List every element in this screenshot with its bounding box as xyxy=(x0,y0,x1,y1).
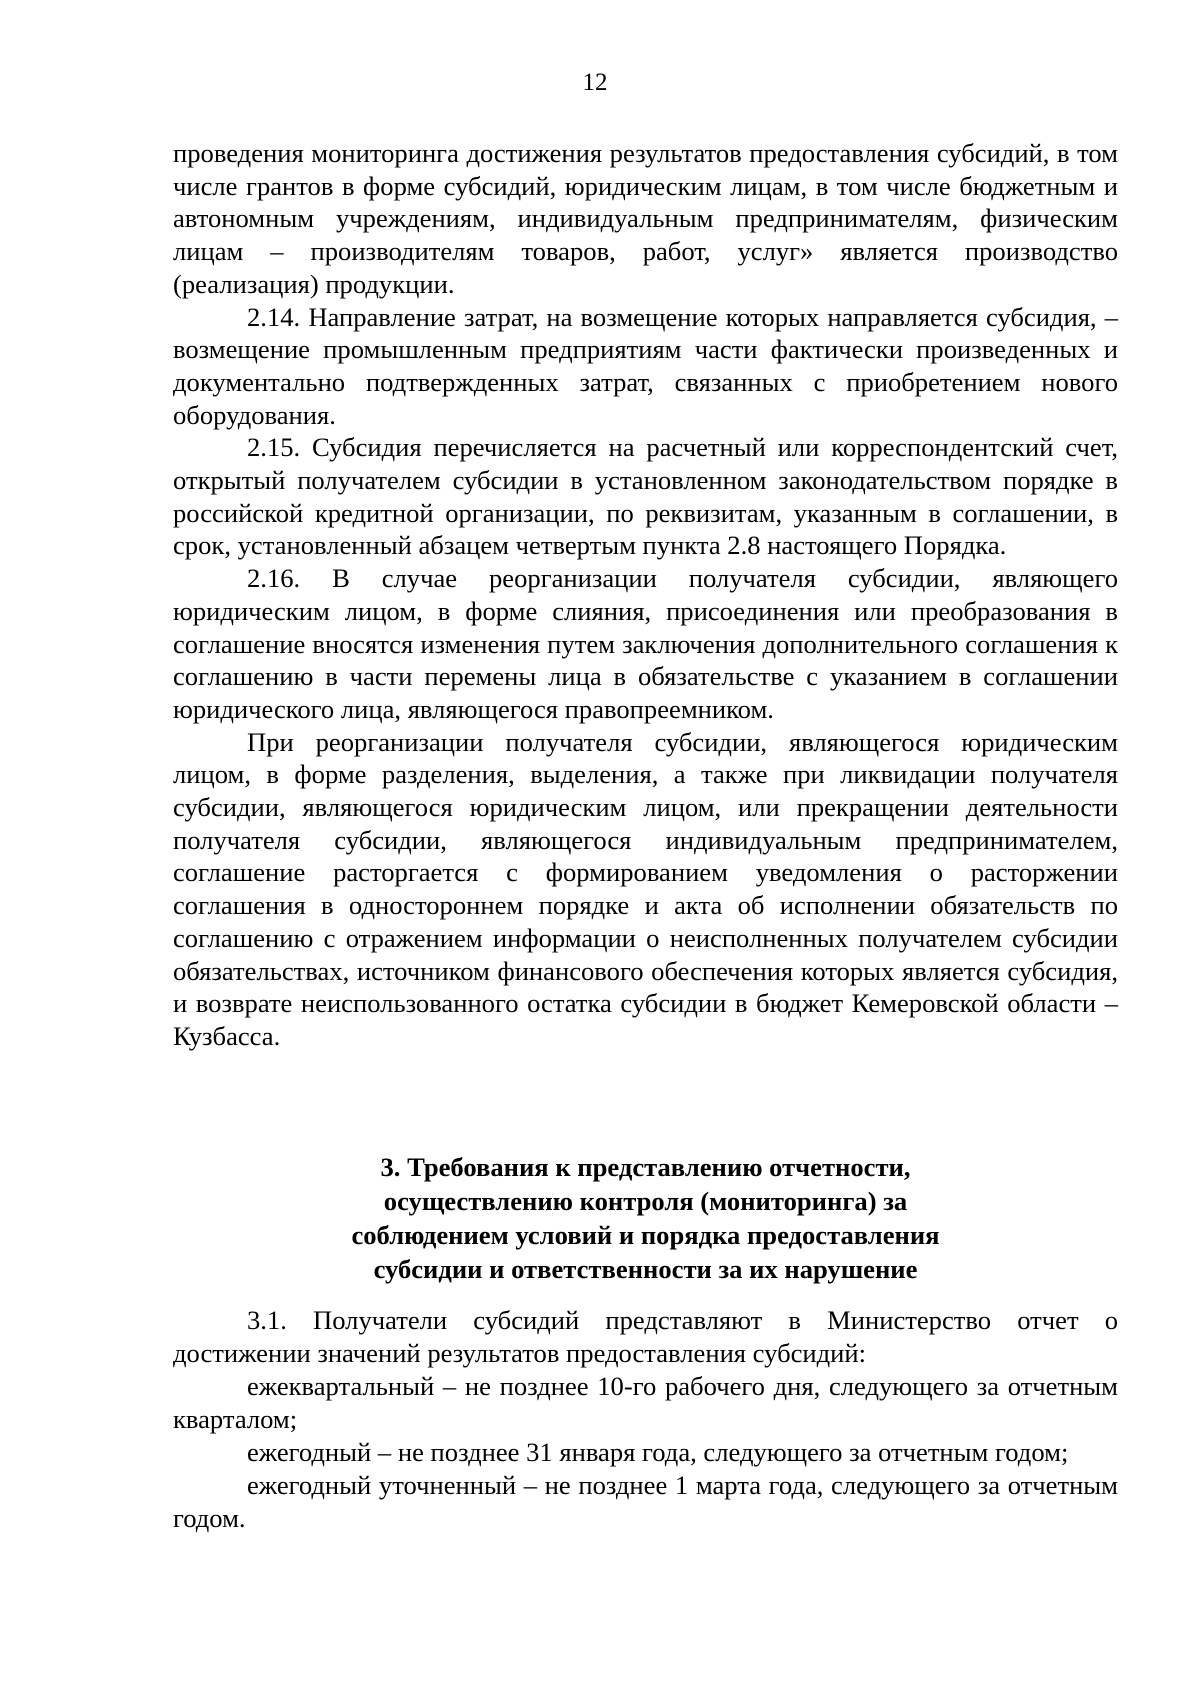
paragraph-2-14: 2.14. Направление затрат, на возмещение которых направляется субсидия, – возмещение промышленным предприятиям части фактически произведенных и документально подтвержденных затрат, связанных с приобретением нового оборудования. xyxy=(173,301,1118,430)
section-heading-line: осуществлению контроля (мониторинга) за xyxy=(383,1186,908,1216)
paragraph-3-1: 3.1. Получатели субсидий представляют в Министерство отчет о достижении значений результатов предоставления субсидий: xyxy=(173,1305,1118,1368)
report-quarterly: ежеквартальный – не позднее 10-го рабочего дня, следующего за отчетным кварталом; xyxy=(173,1371,1118,1434)
page-number: 12 xyxy=(582,69,608,96)
paragraph-2-15: 2.15. Субсидия перечисляется на расчетный или корреспондентский счет, открытый получателем субсидии в установленном законодательством порядке в российской кредитной организации, по реквизитам, указанным в соглашении, в срок, установленный абзацем четвертым пункта 2.8 настоящего Порядка. xyxy=(173,432,1118,561)
reports-section xyxy=(173,1304,1118,1535)
paragraph-2-16: 2.16. В случае реорганизации получателя субсидии, являющего юридическим лицом, в форме слияния, присоединения или преобразования в соглашение вносятся изменения путем заключения дополнительного соглашения к соглашению в части перемены лица в обязательстве с указанием в соглашении юридического лица, являющегося правопреемником. xyxy=(173,563,1118,724)
paragraph-continuation: проведения мониторинга достижения результатов предоставления субсидий, в том числе грантов в форме субсидий, юридическим лицам, в том числе бюджетным и автономным учреждениям, индивидуальным предпринимателям, физическим лицам – производителям товаров, работ, услуг» является производство (реализация) продукции. xyxy=(173,138,1118,299)
section-3-heading xyxy=(173,1150,1118,1286)
report-annual-refined: ежегодный уточненный – не позднее 1 марта года, следующего за отчетным годом. xyxy=(173,1470,1118,1533)
section-heading-line: 3. Требования к представлению отчетности, xyxy=(380,1152,911,1182)
body-text xyxy=(173,137,1118,1053)
report-annual: ежегодный – не позднее 31 января года, следующего за отчетным годом; xyxy=(247,1437,1069,1467)
paragraph-reorganization: При реорганизации получателя субсидии, являющегося юридическим лицом, в форме разделения, выделения, а также при ликвидации получателя субсидии, являющегося юридическим лицом, или прекращении деятельности получателя субсидии, являющегося индивидуальным предпринимателем, соглашение расторгается с формированием уведомления о расторжении соглашения в одностороннем порядке и акта об исполнении обязательств по соглашению с отражением информации о неисполненных получателем субсидии обязательствах, источником финансового обеспечения которых является субсидия, и возврате неиспользованного остатка субсидии в бюджет Кемеровской области – Кузбасса. xyxy=(173,726,1118,1051)
section-heading-line: субсидии и ответственности за их нарушение xyxy=(373,1254,918,1284)
section-heading-line: соблюдением условий и порядка предоставления xyxy=(351,1220,940,1250)
